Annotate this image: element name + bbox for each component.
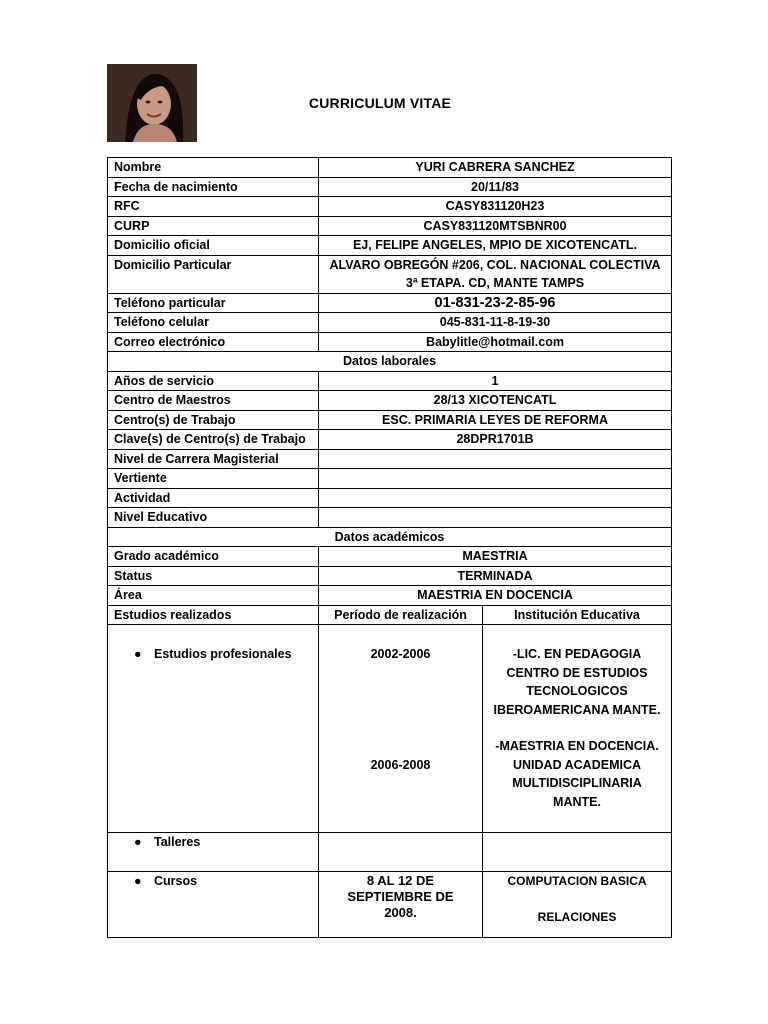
period-value: 2002-2006: [370, 647, 431, 661]
field-label: Años de servicio: [108, 371, 319, 391]
institution-line: MANTE.: [553, 794, 601, 809]
table-row: [108, 410, 672, 430]
institution-line: MULTIDISCIPLINARIA: [512, 776, 642, 790]
studies-label: Cursos: [154, 874, 198, 888]
studies-label-cell: [108, 872, 319, 938]
table-row: [108, 236, 672, 256]
institution-line: TECNOLOGICOS: [526, 684, 628, 698]
field-label: Fecha de nacimiento: [108, 177, 319, 197]
field-value: 1: [319, 371, 672, 391]
section-heading-row: [108, 527, 672, 547]
profile-photo-image: [107, 64, 197, 142]
studies-header-row: [108, 605, 672, 625]
field-value: [319, 508, 672, 528]
period-value: 2006-2008: [370, 757, 431, 772]
table-row: [108, 293, 672, 313]
field-value: [319, 255, 672, 293]
institution-line: UNIDAD ACADEMICA: [513, 757, 642, 772]
studies-header-label: Estudios realizados: [108, 605, 319, 625]
section-heading: Datos laborales: [108, 352, 672, 372]
field-value: [319, 488, 672, 508]
address-line-2: 3ª ETAPA. CD, MANTE TAMPS: [405, 276, 585, 290]
page-title: CURRICULUM VITAE: [308, 95, 452, 111]
field-label: Centro de Maestros: [108, 391, 319, 411]
studies-row-cursos: [108, 872, 672, 938]
studies-period-cell: [319, 625, 483, 833]
table-row: [108, 430, 672, 450]
institution-line: -LIC. EN PEDAGOGIA: [512, 647, 642, 661]
table-row: [108, 469, 672, 489]
field-label: Domicilio oficial: [108, 236, 319, 256]
studies-row-talleres: [108, 833, 672, 872]
table-row: [108, 332, 672, 352]
table-row: [108, 313, 672, 333]
bullet-icon: ●: [134, 874, 142, 888]
field-label: Nivel Educativo: [108, 508, 319, 528]
field-label: Domicilio Particular: [108, 255, 319, 293]
field-value: 20/11/83: [319, 177, 672, 197]
table-row: [108, 177, 672, 197]
field-label: Status: [108, 566, 319, 586]
table-row: [108, 255, 672, 293]
bullet-icon: ●: [134, 835, 142, 849]
field-value: EJ, FELIPE ANGELES, MPIO DE XICOTENCATL.: [319, 236, 672, 256]
field-label: Grado académico: [108, 547, 319, 567]
field-label: Teléfono particular: [108, 293, 319, 313]
field-value: MAESTRIA EN DOCENCIA: [319, 586, 672, 606]
period-line: 8 AL 12 DE: [366, 873, 435, 888]
field-label: Teléfono celular: [108, 313, 319, 333]
studies-label: Estudios profesionales: [154, 647, 292, 661]
institution-line: -MAESTRIA EN DOCENCIA.: [495, 739, 659, 753]
field-label: Centro(s) de Trabajo: [108, 410, 319, 430]
studies-header-institution: Institución Educativa: [483, 605, 672, 625]
section-heading-row: [108, 352, 672, 372]
cv-table: [107, 157, 672, 938]
period-line: SEPTIEMBRE DE: [347, 889, 454, 904]
institution-line: IBEROAMERICANA MANTE.: [493, 702, 661, 717]
field-value: 28/13 XICOTENCATL: [319, 391, 672, 411]
studies-period-cell: [319, 872, 483, 938]
table-row: [108, 197, 672, 217]
field-value: 045-831-11-8-19-30: [319, 313, 672, 333]
table-row: [108, 566, 672, 586]
field-value: TERMINADA: [319, 566, 672, 586]
table-row: [108, 158, 672, 178]
studies-row-profesionales: [108, 625, 672, 833]
profile-photo: [107, 64, 197, 142]
address-line-1: ALVARO OBREGÓN #206, COL. NACIONAL COLECTIVA: [329, 257, 661, 272]
table-row: [108, 547, 672, 567]
course-line: COMPUTACION BASICA: [507, 874, 647, 888]
field-value: YURI CABRERA SANCHEZ: [319, 158, 672, 178]
field-label: CURP: [108, 216, 319, 236]
table-row: [108, 488, 672, 508]
section-heading: Datos académicos: [108, 527, 672, 547]
table-row: [108, 508, 672, 528]
field-value: CASY831120MTSBNR00: [319, 216, 672, 236]
field-value: ESC. PRIMARIA LEYES DE REFORMA: [319, 410, 672, 430]
field-value: CASY831120H23: [319, 197, 672, 217]
studies-period-cell: [319, 833, 483, 872]
studies-institution-cell: [483, 833, 672, 872]
field-value: 28DPR1701B: [319, 430, 672, 450]
studies-label-cell: [108, 625, 319, 833]
field-value: [319, 469, 672, 489]
field-label: Nivel de Carrera Magisterial: [108, 449, 319, 469]
field-label: Vertiente: [108, 469, 319, 489]
studies-institution-cell: [483, 872, 672, 938]
field-label: Correo electrónico: [108, 332, 319, 352]
field-label: Clave(s) de Centro(s) de Trabajo: [108, 430, 319, 450]
email-value: Babylitle@hotmail.com: [319, 332, 672, 352]
field-label: RFC: [108, 197, 319, 217]
studies-header-period: Período de realización: [319, 605, 483, 625]
field-label: Actividad: [108, 488, 319, 508]
bullet-icon: ●: [134, 647, 142, 661]
institution-line: CENTRO DE ESTUDIOS: [506, 665, 648, 680]
studies-institution-cell: [483, 625, 672, 833]
period-line: 2008.: [384, 905, 417, 920]
field-label: Área: [108, 586, 319, 606]
studies-label: Talleres: [154, 835, 201, 849]
field-value: MAESTRIA: [319, 547, 672, 567]
table-row: [108, 391, 672, 411]
table-row: [108, 586, 672, 606]
table-row: [108, 371, 672, 391]
field-value: 01-831-23-2-85-96: [319, 293, 672, 313]
table-row: [108, 449, 672, 469]
field-label: Nombre: [108, 158, 319, 178]
table-row: [108, 216, 672, 236]
studies-label-cell: [108, 833, 319, 872]
course-line: RELACIONES: [537, 909, 617, 924]
field-value: [319, 449, 672, 469]
